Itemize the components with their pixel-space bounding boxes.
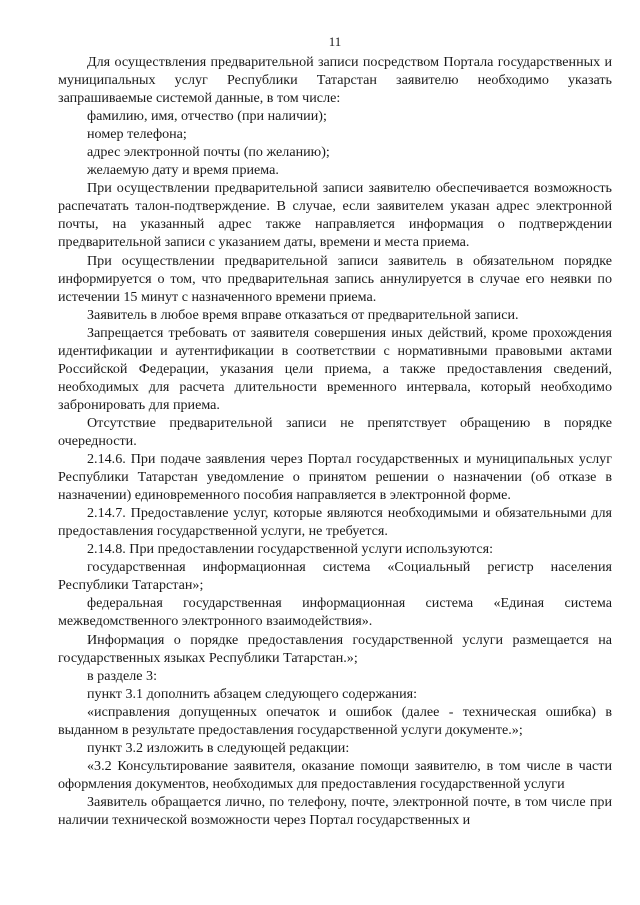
paragraph: федеральная государственная информационная система «Единая система межведомственного электронного взаимодействия». (58, 595, 612, 630)
list-item: желаемую дату и время приема. (87, 162, 279, 179)
paragraph: «исправления допущенных опечаток и ошибок (далее - техническая ошибка) в выданном в результате предоставления государственной услуги документе.»; (58, 703, 612, 738)
paragraph: Для осуществления предварительной записи посредством Портала государственных и муниципальных услуг Республики Татарстан заявителю необходимо указать запрашиваемые системой данные, в том числе: (58, 54, 612, 107)
paragraph: 2.14.6. При подаче заявления через Портал государственных и муниципальных услуг Республики Татарстан уведомление о принятом решении о назначении (об отказе в назначении) единовременного пособия направляется в электронной форме. (58, 451, 612, 504)
paragraph: «3.2 Консультирование заявителя, оказание помощи заявителю, в том числе в части оформления документов, необходимых для предоставления государственной услуги (58, 757, 612, 792)
paragraph: Заявитель обращается лично, по телефону, почте, электронной почте, в том числе при наличии технической возможности через Портал государственных и (58, 793, 612, 828)
list-item: адрес электронной почты (по желанию); (87, 144, 330, 161)
paragraph: Запрещается требовать от заявителя совершения иных действий, кроме прохождения идентификации и аутентификации в соответствии с нормативными правовыми актами Российской Федерации, указания цели приема, а также предоставления сведений, необходимых для расчета длительности временного интервала, который необходимо забронировать для приема. (58, 324, 612, 413)
document-body (58, 53, 612, 829)
page-number: 11 (328, 34, 342, 49)
paragraph: 2.14.7. Предоставление услуг, которые являются необходимыми и обязательными для предоставления государственной услуги, не требуется. (58, 505, 612, 540)
paragraph: Отсутствие предварительной записи не препятствует обращению в порядке очередности. (58, 414, 612, 449)
paragraph: При осуществлении предварительной записи заявитель в обязательном порядке информируется о том, что предварительная запись аннулируется в случае его неявки по истечении 15 минут с назначенного времени приема. (58, 252, 612, 305)
paragraph: Заявитель в любое время вправе отказаться от предварительной записи. (87, 306, 519, 323)
list-item: в разделе 3: (87, 667, 157, 684)
paragraph: Информация о порядке предоставления государственной услуги размещается на государственных языках Республики Татарстан.»; (58, 631, 612, 666)
list-item: пункт 3.2 изложить в следующей редакции: (87, 739, 350, 756)
paragraph: 2.14.8. При предоставлении государственной услуги используются: (87, 541, 494, 558)
list-item: фамилию, имя, отчество (при наличии); (87, 108, 327, 125)
list-item: пункт 3.1 дополнить абзацем следующего содержания: (87, 685, 418, 702)
paragraph: При осуществлении предварительной записи заявителю обеспечивается возможность распечатать талон-подтверждение. В случае, если заявителем указан адрес электронной почты, на указанный адрес также направляется информация о подтверждении предварительной записи с указанием даты, времени и места приема. (58, 180, 612, 251)
list-item: номер телефона; (87, 126, 187, 143)
paragraph: государственная информационная система «Социальный регистр населения Республики Татарстан»; (58, 559, 612, 594)
